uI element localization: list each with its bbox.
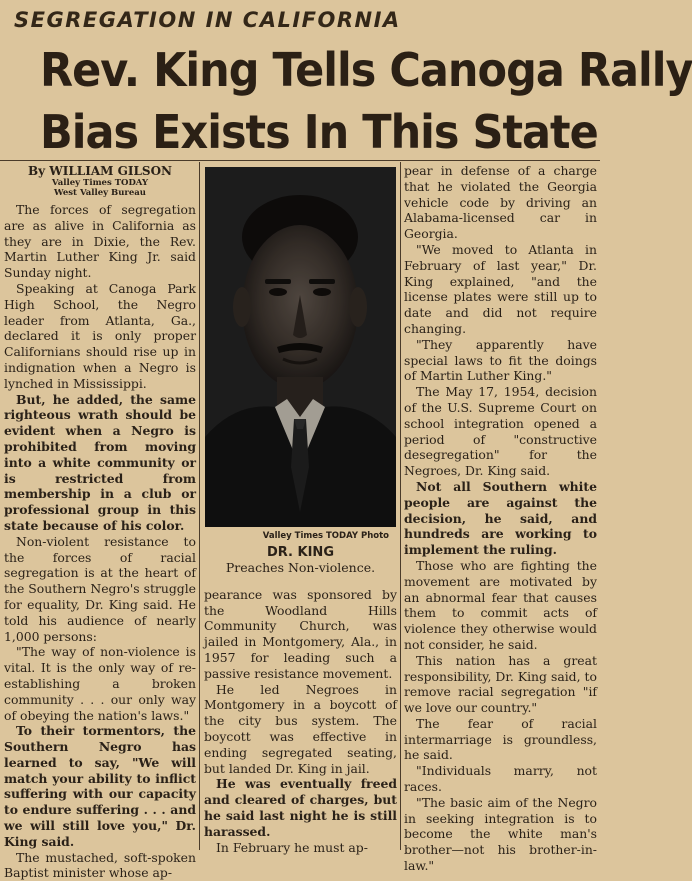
article-column-2 [204,162,397,855]
paragraph: "Individuals marry, not races. [404,763,597,795]
column-rule-2 [400,162,401,850]
paragraph: The May 17, 1954, decision of the U.S. Supreme Court on school integration opened a period of "constructive desegregation" for the Negroes, Dr. King said. [404,384,597,479]
paragraph: "We moved to Atlanta in February of last year," Dr. King explained, "and the license plates were still up to date and did not require changing. [404,241,597,336]
photo-credit: Valley Times TODAY Photo [262,531,389,541]
paragraph: In February he must ap- [216,839,368,855]
byline-credit-2: West Valley Bureau [54,188,146,198]
headline-line-2: Bias Exists In This State [40,105,598,160]
paragraph: The fear of racial intermarriage is groundless, he said. [404,715,597,763]
photo-caption [204,529,397,575]
paragraph: The forces of segregation are as alive in California as they are in Dixie, the Rev. Martin Luther King Jr. said Sunday night. [4,202,196,281]
paragraph: "The basic aim of the Negro in seeking integration is to become the white man's brother—not his brother-in-law." [404,794,597,874]
photo-subject-name: DR. KING [267,544,334,560]
paragraph: pearance was sponsored by the Woodland Hills Community Church, was jailed in Montgomery, Ala., in 1957 for leading such a passive resistance movement. [204,586,397,681]
paragraph: "They apparently have special laws to fit the doings of Martin Luther King." [404,336,597,384]
byline-credit-1: Valley Times TODAY [51,178,149,188]
paragraph: "The way of non-violence is vital. It is the only way of re-establishing a broken community . . . our only way of obeying the nation's laws." [4,644,196,723]
paragraph: To their tormentors, the Southern Negro has learned to say, "We will match your ability to inflict suffering with our capacity to endure suffering . . . and we will still love you," Dr. King said. [4,723,196,849]
headline-rule [0,160,600,161]
headline-line-1: Rev. King Tells Canoga Rally [40,43,692,98]
article-column-3 [404,163,597,874]
paragraph: He led Negroes in Montgomery in a boycott of the city bus system. The boycott was effective in ending segregated seating, but landed Dr. King in jail. [204,681,397,776]
column-rule-1 [199,162,200,850]
paragraph: Non-violent resistance to the forces of racial segregation is at the heart of the Southern Negro's struggle for equality, Dr. King said. He told his audience of nearly 1,000 persons: [4,533,196,644]
portrait-image [205,167,396,527]
portrait-photo [205,167,396,527]
byline-author: By WILLIAM GILSON [27,164,173,178]
paragraph: But, he added, the same righteous wrath should be evident when a Negro is prohibited from moving into a white community or is restricted from membership in a club or professional group in this state because of his color. [4,391,196,533]
paragraph: Speaking at Canoga Park High School, the Negro leader from Atlanta, Ga., declared it is only proper Californians should rise up in indignation when a Negro is lynched in Mississippi. [4,280,196,391]
section-kicker: SEGREGATION IN CALIFORNIA [14,8,401,32]
paragraph: He was eventually freed and cleared of charges, but he said last night he is still harassed. [204,776,397,839]
paragraph: The mustached, soft-spoken Baptist minister whose ap- [4,849,196,881]
photo-caption-text: Preaches Non-violence. [225,559,376,575]
paragraph: Those who are fighting the movement are motivated by an abnormal fear that causes them to commit acts of violence they otherwise would not consider, he said. [404,557,597,652]
paragraph: This nation has a great responsibility, Dr. King said, to remove racial segregation "if we love our country." [404,652,597,716]
paragraph: pear in defense of a charge that he violated the Georgia vehicle code by driving an Alabama-licensed car in Georgia. [404,163,597,242]
paragraph: Not all Southern white people are against the decision, he said, and hundreds are working to implement the ruling. [404,478,597,558]
article-column-1 [4,162,196,881]
